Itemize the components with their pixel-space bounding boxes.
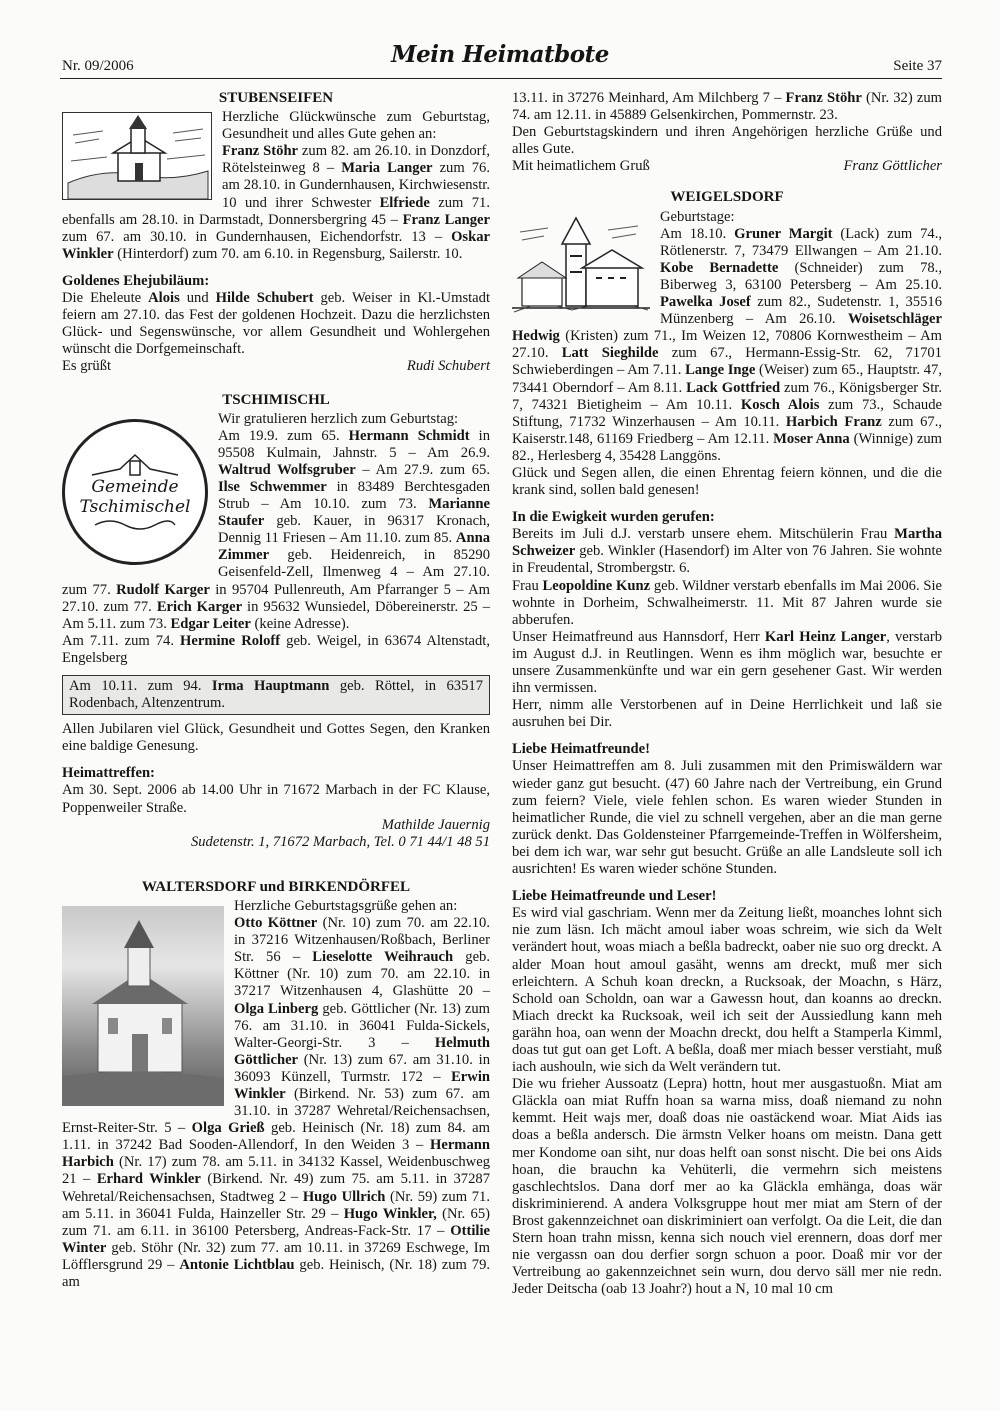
greeting: Es grüßt	[62, 358, 112, 375]
person-name: Martha Schweizer	[512, 526, 942, 560]
section-ewigkeit	[512, 509, 942, 731]
greeting-line	[512, 158, 942, 175]
text-run: Am 18.10.	[660, 225, 735, 242]
greeting-line	[62, 358, 490, 375]
text-run: geb. Wildner verstarb ebenfalls im Mai 2006. Sie wohnte in Dorheim, Schwalheimerstr. 11. Mit 87 Jahren wurde sie abberufen.	[512, 577, 943, 628]
text-run: zum 67. am 30.10. in Gundernhausen, Eichendorfstr. 13 –	[62, 228, 452, 245]
intro-text: Herzliche Glückwünsche zum Geburtstag, Gesundheit und alles Gute gehen an:	[222, 109, 490, 143]
text-run: geb. Heinisch (Nr. 18) zum 84. am 1.11. in 37242 Bad Sooden-Allendorf, In den Weiden 3 –	[62, 1120, 490, 1154]
text-run: geb. Heidenreich, in 85290 Geisenfeld-Zell, Ilmenweg 4 – Am 27.10. zum 77.	[62, 547, 490, 598]
signature: Rudi Schubert	[406, 358, 490, 375]
person-name: Otto Köttner	[234, 915, 318, 932]
text-run: geb. Kauer, in 96317 Kronach, Dennig 11 Friesen – Am 11.10. zum 85.	[218, 513, 490, 547]
section-title: WALTERSDORF und BIRKENDÖRFEL	[141, 878, 411, 895]
text-run: (Nr. 65) zum 71. am 6.11. in 36100 Petersberg, Andreas-Fack-Str. 17 –	[62, 1205, 490, 1239]
right-column	[512, 90, 942, 1298]
person-name: Woisetschläger Hedwig	[512, 311, 942, 345]
section-waltersdorf-continued	[512, 90, 942, 175]
wishes-text: Den Geburtstagskindern und ihren Angehörigen herzliche Grüße und alles Gute.	[512, 124, 942, 158]
text-run: (Nr. 13) zum 67. am 31.10. in 36093 Künzell, Turmstr. 172 –	[234, 1051, 490, 1085]
text-run: (Birkend. Nr. 49) zum 75. am 5.11. in 37287 Wehretal/Reichensachsen, Stadtweg 2 –	[62, 1171, 490, 1205]
person-name: Erhard Winkler	[96, 1171, 201, 1188]
masthead-title: Mein Heimatbote	[391, 41, 609, 68]
text-run: zum 67., Hermann-Essig-Str. 62, 71701 Schwieberdingen – Am 7.11.	[512, 345, 942, 379]
text-run: zum 73., Schaude Stiftung, 71732 Winzerhausen – Am 10.11.	[512, 396, 943, 430]
church-outline-icon	[90, 451, 180, 477]
highlight-box	[62, 675, 490, 715]
person-name: Alois	[148, 290, 180, 307]
person-name: Waltrud Wolfsgruber	[218, 461, 356, 478]
text-run: (Hinterdorf) zum 70. am 6.10. in Regensburg, Sailerstr. 10.	[113, 245, 463, 262]
greeting: Mit heimatlichem Gruß	[512, 158, 650, 175]
person-name: Hermann Schmidt	[348, 427, 470, 444]
seal-text: Tschimischel	[79, 496, 191, 517]
person-name: Franz Stöhr	[222, 143, 299, 160]
intro-text: Geburtstage:	[660, 208, 735, 225]
text-run: (Nr. 17) zum 78. am 5.11. in 34132 Kassel, Weidenbuschweg 21 –	[62, 1154, 490, 1188]
person-name: Franz Stöhr	[785, 90, 862, 106]
text-run: geb. Weiser in Kl.-Umstadt feiern am 27.10. das Fest der goldenen Hochzeit. Dazu die herzlichsten Glück- und Segenswünsche, vor allem Gesundheit und Wohlergehen wünscht die Dorfgemeinschaft.	[62, 290, 491, 358]
header-rule	[60, 78, 942, 79]
section-title: STUBENSEIFEN	[218, 90, 334, 106]
intro-text: Wir gratulieren herzlich zum Geburtstag:	[218, 410, 459, 427]
section-heimatfreunde-und-leser	[512, 888, 942, 1298]
text-run: in 95632 Wunsiedel, Döbereinerstr. 25 – Am 5.11. zum 73.	[62, 598, 490, 632]
text-run: (Lack) zum 74., Rötlenerstr. 7, 73479 Ellwangen – Am 21.10.	[660, 225, 942, 259]
text-run: (Schneider) zum 78., Biberweg 3, 63100 Petersberg – Am 25.10.	[660, 259, 942, 293]
person-name: Irma Hauptmann	[211, 678, 330, 694]
signature-address: Sudetenstr. 1, 71672 Marbach, Tel. 0 71 44/1 48 51	[190, 833, 490, 850]
text-run: (keine Adresse).	[250, 615, 350, 632]
text-run: Unser Heimatfreund aus Hannsdorf, Herr	[512, 628, 765, 645]
section-tschimischl	[62, 392, 490, 756]
text-run: , verstarb im August d.J. in Reutlingen. Wenn es ihm möglich war, besuchte er unsere Zusammenkünfte und war ein gern gesehener Gast. Wir werden ihn vermissen.	[512, 628, 942, 697]
person-name: Kosch Alois	[740, 396, 820, 413]
subheading: Liebe Heimatfreunde und Leser!	[512, 888, 717, 905]
church-drawing-icon	[62, 112, 212, 200]
text-run: zum 76. am 28.10. in Gundernhausen, Kirchwiesenstr. 10 und ihrer Schwester	[222, 160, 490, 211]
text-run: Bereits im Juli d.J. verstarb unsere ehem. Mitschülerin Frau	[512, 526, 895, 543]
person-name: Olga Grieß	[191, 1120, 265, 1137]
subheading: Heimattreffen:	[62, 765, 155, 782]
text-run: Die Eheleute	[62, 290, 149, 307]
person-name: Ilse Schwemmer	[218, 478, 327, 495]
text-run: (Nr. 10) zum 70. am 22.10. in 37216 Witzenhausen/Roßbach, Berliner Str. 56 –	[234, 915, 490, 966]
person-name: Oskar Winkler	[62, 228, 490, 262]
text-run: zum 76., Königsberger Str. 7, 74321 Bietigheim – Am 10.11.	[512, 379, 942, 413]
community-seal-icon	[62, 419, 208, 565]
text-run: zum 82., Sudetenstr. 1, 35516 Münzenberg – Am 26.10.	[660, 294, 942, 328]
text-run: geb. Weigel, in 63674 Altenstadt, Engelsberg	[62, 632, 491, 666]
person-name: Karl Heinz Langer	[764, 628, 887, 645]
person-name: Hermann Harbich	[62, 1137, 490, 1171]
person-name: Hermine Roloff	[180, 632, 281, 649]
body-text: Die wu frieher Aussoatz (Lepra) hottn, hout mer ausgastuoßn. Miat am Gläckla oan miat Ruffn hoan sa warna miss, doaß niemand zu nohn kemmt. Heit wajs mer, doaß doas nie oastäckend woar. Miat Aids ias doas a beßla andersch. Die ärmstn Velker hoans om meistn. Dana gett mer Kondome oan siht, nur doas helft oan sonst nischt. Die bei ons Aids hoan, die brauchn ka Vehüterli, die vermehrn sich meistens gaschlechtslos. Dana dorf mer ao ka Gläckla emhänga, doas wär diskriminierend. A andera Volksgruppe hout mer miat am Stern of der Brost gakennzeichnet oan diskriminiert oan verfolgt. Oa die Leit, die dan Stern hoan trahn missn, kenna sich nouch viel erennern, doas dorf mer nie vergassn oan dou derfier sorgn schuon a poor. Doaß mir vor der Vertreibung ao gakennzeichnet sein wurn, dou dervo säll mer nie redn. Jeder Deitscha (oab 13 Joahr?) hout a N, 10 mal 10 cm	[512, 1076, 942, 1298]
person-name: Latt Sieghilde	[561, 345, 659, 362]
section-waltersdorf	[62, 879, 490, 1291]
person-name: Hugo Ullrich	[302, 1188, 386, 1205]
person-name: Maria Langer	[341, 160, 433, 177]
person-name: Erich Karger	[156, 598, 243, 615]
text-run: (Nr. 59) zum 71. am 5.11. in 36041 Fulda, Hainzeller Str. 29 –	[62, 1188, 490, 1222]
text-run: Am 7.11. zum 74.	[62, 632, 181, 649]
person-name: Elfriede	[379, 194, 430, 211]
section-title: TSCHIMISCHL	[222, 391, 330, 408]
text-run: geb. Stöhr (Nr. 32) zum 77. am 10.11. in 37269 Eschwege, Im Löfflersgrund 29 –	[62, 1239, 490, 1273]
text-run: in 95704 Pullenreuth, Am Pfarranger 5 – Am 27.10. zum 77.	[62, 581, 490, 615]
person-name: Kobe Bernadette	[660, 259, 779, 276]
person-name: Antonie Lichtblau	[179, 1256, 295, 1273]
person-name: Harbich Franz	[785, 413, 882, 430]
section-goldenes-ehejubilaeum	[62, 273, 490, 376]
text-run: (Nr. 32) zum 74. am 12.11. in 45889 Gelsenkirchen, Pommernstr. 23.	[512, 90, 942, 124]
issue-number: Nr. 09/2006	[62, 58, 134, 74]
text-run: – Am 27.9. zum 65.	[355, 461, 490, 478]
text-run: in 95508 Kulmain, Jahnstr. 5 – Am 26.9.	[218, 427, 491, 461]
section-weigelsdorf	[512, 189, 942, 499]
person-name: Gruner Margit	[734, 225, 833, 242]
section-title: WEIGELSDORF	[670, 189, 784, 206]
text-run: geb. Heinisch, (Nr. 18) zum 79. am	[62, 1256, 491, 1290]
seal-text: Gemeinde	[91, 476, 179, 497]
section-stubenseifen	[62, 90, 490, 263]
person-name: Helmuth Göttlicher	[234, 1034, 490, 1068]
body-text: Es wird vial gaschriam. Wenn mer da Zeitung ließt, moanches lohnt sich nie zum läsn. Ich mächt amoul iaber woas schreim, wie sich da Welt verändert hout, woas miach a beßla badreckt, oaber nie suo org dreckt. A alder Moan hout amoul gasäht, wenns am dreckt, muß mer sich erleichtern. A Schuh koan dreckn, a Rucksoak, der Moachn, s Härz, Schold oan Scholdn, oan war a Gawessn hout, dan koanns ao dreckn. Miach dreckt ka Rucksoak, weil ich seit der Aussiedlung kann meh garähn hoa, oan wenn der Moachn dreckt, dou helft a Stamperla Kimml, doas tut gut oan get Loft. A beßla, doaß mer miach besser verstiaht, muß iach aushouln, wie sich da Welt verändern tut.	[512, 905, 942, 1076]
text-run: geb. Göttlicher (Nr. 13) zum 76. am 31.10. in 36041 Fulda-Sickels, Walter-Georgi-Str. 3 –	[234, 1000, 491, 1051]
person-name: Olga Linberg	[234, 1000, 319, 1017]
chapel-photo	[62, 906, 224, 1106]
village-church-drawing-icon	[512, 212, 650, 320]
person-name: Moser Anna	[773, 430, 850, 447]
section-heimattreffen	[62, 765, 490, 850]
closing-text: Allen Jubilaren viel Glück, Gesundheit und Gottes Segen, den Kranken eine baldige Genesung.	[62, 721, 490, 755]
person-name: Lieselotte Weihrauch	[312, 949, 454, 966]
subheading: In die Ewigkeit wurden gerufen:	[512, 509, 715, 526]
person-name: Hilde Schubert	[215, 290, 314, 307]
person-name: Hugo Winkler,	[343, 1205, 437, 1222]
text-run: Am 19.9. zum 65.	[218, 427, 349, 444]
person-name: Ottilie Winter	[62, 1222, 490, 1256]
text-run: und	[179, 290, 216, 307]
subheading: Goldenes Ehejubiläum:	[62, 272, 210, 289]
text-run: (Kristen) zum 71., Im Weizen 12, 70806 Kornwestheim – Am 27.10.	[512, 328, 942, 362]
text-run: geb. Röttel, in 63517 Rodenbach, Altenzentrum.	[69, 678, 483, 712]
intro-text: Herzliche Geburtstagsgrüße gehen an:	[234, 897, 458, 914]
closing-text: Glück und Segen allen, die einen Ehrentag feiern können, und die die krank sind, sollen bald genesen!	[512, 464, 942, 499]
person-name: Erwin Winkler	[234, 1068, 490, 1102]
section-liebe-heimatfreunde	[512, 741, 942, 878]
text-run: zum 82. am 26.10. in Donzdorf, Rötelsteinweg 8 –	[222, 143, 490, 177]
chapel-icon	[62, 906, 224, 1106]
person-name: Anna Zimmer	[218, 530, 490, 564]
person-name: Lack Gottfried	[686, 379, 781, 396]
person-name: Marianne Staufer	[218, 496, 490, 530]
text-run: Am 10.11. zum 94.	[69, 678, 212, 694]
text-run: geb. Winkler (Hasendorf) im Alter von 76 Jahren. Sie wohnte in Freudental, Strombergstr. 6.	[512, 543, 942, 577]
text-run: (Winnige) zum 82., Herlesberg 4, 35428 Langgöns.	[512, 430, 943, 464]
person-name: Rudolf Karger	[116, 581, 210, 598]
person-name: Pawelka Josef	[660, 294, 751, 311]
text-run: geb. Köttner (Nr. 10) zum 70. am 22.10. in 37217 Witzenhausen 4, Glashütte 20 –	[234, 949, 491, 1000]
signature: Franz Göttlicher	[843, 158, 942, 175]
prayer-text: Herr, nimm alle Verstorbenen auf in Deine Herrlichkeit und laß sie ausruhen bei Dir.	[512, 697, 942, 731]
text-run: 13.11. in 37276 Meinhard, Am Milchberg 7 –	[512, 90, 786, 106]
person-name: Edgar Leiter	[170, 615, 251, 632]
page-number: Seite 37	[893, 58, 942, 74]
ornament-icon	[90, 517, 180, 533]
person-name: Franz Langer	[402, 211, 490, 228]
text-run: (Weiser) zum 65., Hauptstr. 47, 73441 Oberndorf – Am 8.11.	[512, 362, 943, 396]
text-run: zum 71. ebenfalls am 28.10. in Darmstadt, Donnersbergring 45 –	[62, 194, 490, 228]
text-run: Frau	[512, 577, 543, 594]
subheading: Liebe Heimatfreunde!	[512, 741, 650, 758]
body-text: Unser Heimattreffen am 8. Juli zusammen mit den Primiswäldern war wieder ganz gut besucht. (47) 60 Jahre nach der Vertreibung, ein Grund zum feiern? Viele, viele fehlen schon. Es waren wieder Stunden in heimatlicher Runde, die viel zu schnell vergehen, aber an die man gerne zurück denkt. Das Goldensteiner Pfarrgemeinde-Treffen in Wölfersheim, bei dem ich war, war sehr gut besucht. Grüße an alle Landsleute soll ich ausrichten! Es waren wieder schöne Stunden.	[512, 758, 942, 878]
person-name: Lange Inge	[685, 362, 756, 379]
signature: Mathilde Jauernig	[381, 816, 490, 833]
text-run: (Birkend. Nr. 53) zum 67. am 31.10. in 37287 Wehretal/Reichensachsen, Ernst-Reiter-Str. 5 –	[62, 1085, 490, 1137]
left-column	[62, 90, 490, 1291]
person-name: Leopoldine Kunz	[542, 577, 651, 594]
text-run: zum 67., Kaiserstr.148, 61169 Friedberg – Am 12.11.	[512, 413, 942, 447]
meeting-text: Am 30. Sept. 2006 ab 14.00 Uhr in 71672 Marbach in der FC Klause, Poppenweiler Straße.	[62, 782, 490, 816]
text-run: in 83489 Berchtesgaden Strub – Am 10.10. zum 73.	[218, 478, 490, 513]
